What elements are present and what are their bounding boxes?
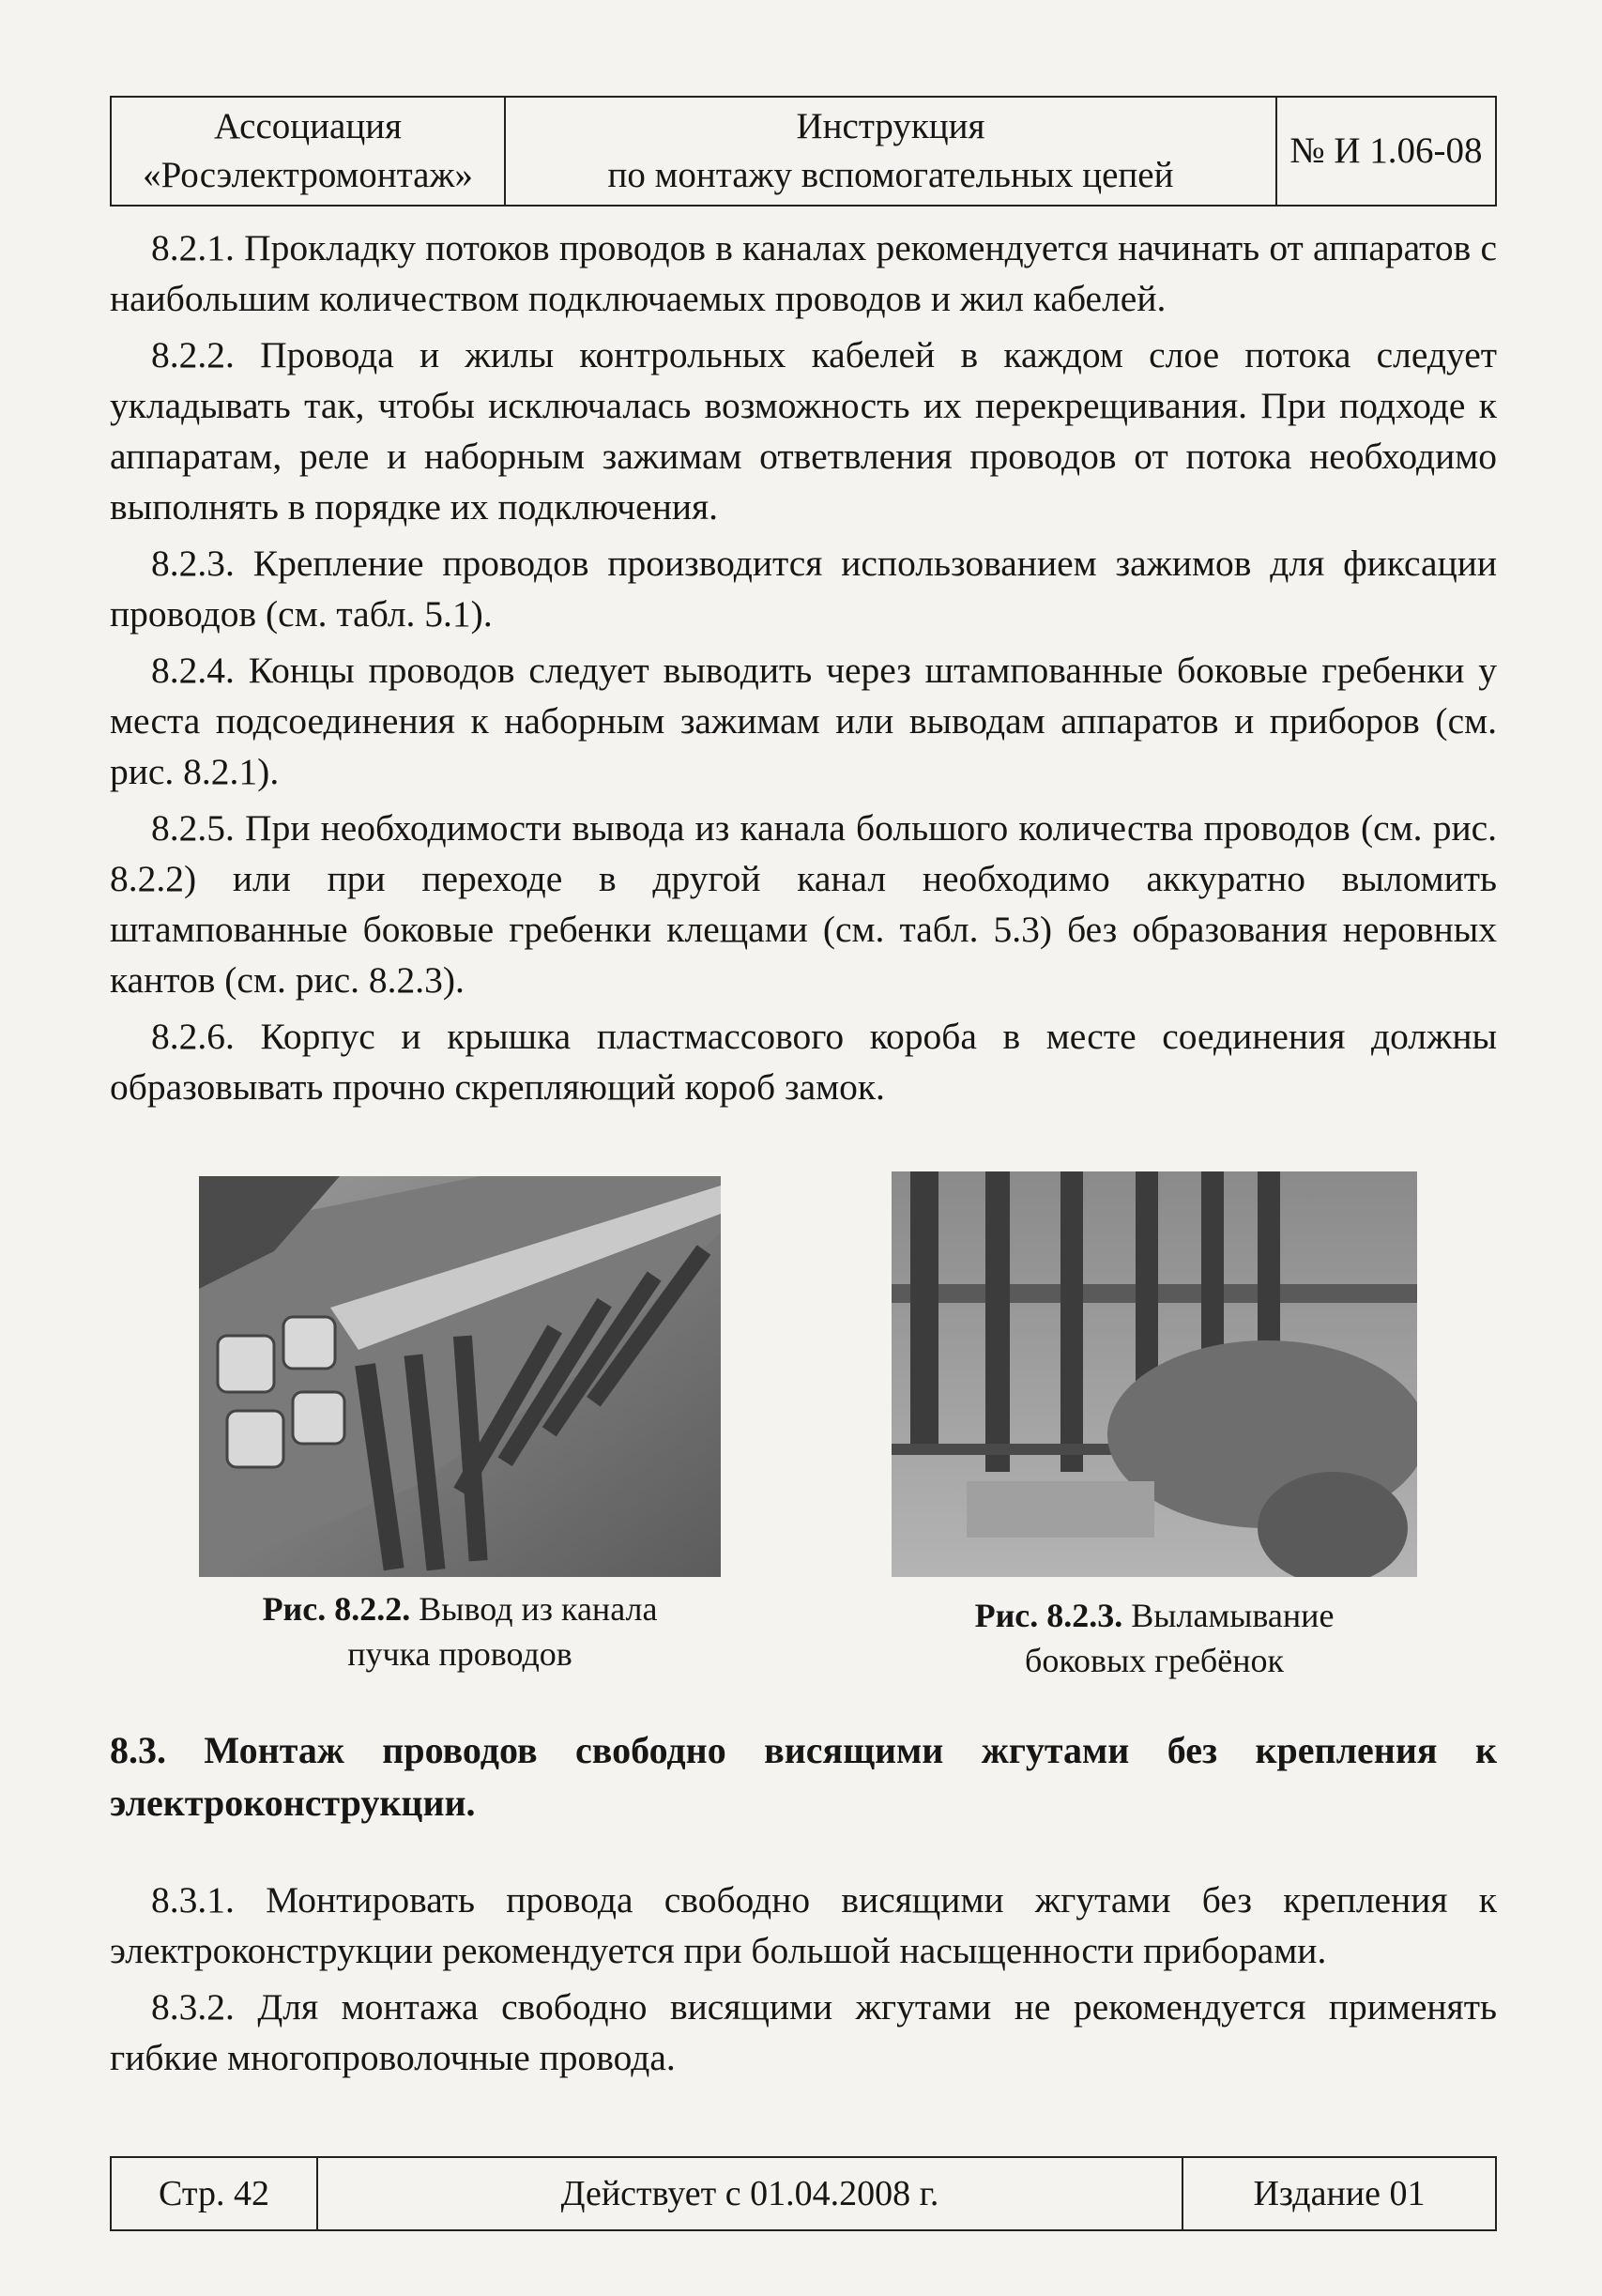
section-heading-8-3: 8.3. Монтаж проводов свободно висящими жгутами без крепления к электроконструкции. [110,1729,1497,1824]
header-organization [112,98,506,205]
figure-8-2-3-label: Рис. 8.2.3. [974,1597,1123,1634]
figure-8-2-2-caption [199,1586,721,1676]
header-org-line2: «Росэлектромонтаж» [143,155,473,195]
footer-table [110,2156,1497,2231]
footer-edition: Издание 01 [1253,2174,1426,2213]
figure-8-2-3-caption-text: Выламывание [1131,1597,1335,1634]
paragraph-8-2-4: 8.2.4. Концы проводов следует выводить через штампованные боковые гребенки у места подсоединения к наборным зажимам или выводам аппаратов и приборов (см. рис. 8.2.1). [110,650,1497,792]
header-doc-line1: Инструкция [796,106,985,146]
body-text-8-3 [110,1875,1497,2089]
header-table [110,96,1497,207]
paragraph-8-3-1: 8.3.1. Монтировать провода свободно висящими жгутами без крепления к электроконструкции рекомендуется при большой насыщенности приборами. [110,1879,1497,1971]
figure-8-2-2-label: Рис. 8.2.2. [262,1590,411,1628]
body-text [110,222,1497,1118]
paragraph-8-2-6: 8.2.6. Корпус и крышка пластмассового короба в месте соединения должны образовывать прочно скрепляющий короб замок. [110,1016,1497,1108]
paragraph-8-2-1: 8.2.1. Прокладку потоков проводов в каналах рекомендуется начинать от аппаратов с наибольшим количеством подключаемых проводов и жил кабелей. [110,227,1497,319]
paragraph-8-3-2: 8.3.2. Для монтажа свободно висящими жгутами не рекомендуется применять гибкие многопроволочные провода. [110,1986,1497,2078]
figure-8-2-3-caption-line2: боковых гребёнок [1025,1642,1284,1679]
figure-8-2-2-caption-line2: пучка проводов [347,1635,572,1673]
paragraph-8-2-5: 8.2.5. При необходимости вывода из канала большого количества проводов (см. рис. 8.2.2) или при переходе в другой канал необходимо аккуратно выломить штампованные боковые гребенки клещами (см. табл. 5.3) без образования неровных кантов (см. рис. 8.2.3). [110,807,1497,1001]
figure-8-2-2-caption-text: Вывод из канала [419,1590,658,1628]
footer-page-number: Стр. 42 [112,2158,318,2229]
header-org-line1: Ассоциация [213,106,403,146]
paragraph-8-2-3: 8.2.3. Крепление проводов производится использованием зажимов для фиксации проводов (см. табл. 5.1). [110,543,1497,635]
header-document-title [506,98,1277,205]
figure-8-2-3-caption [892,1593,1417,1683]
footer-valid-date: Действует с 01.04.2008 г. [318,2158,1183,2229]
figure-8-2-3-photo [892,1171,1417,1577]
paragraph-8-2-2: 8.2.2. Провода и жилы контрольных кабелей в каждом слое потока следует укладывать так, чтобы исключалась возможность их перекрещивания. При подходе к аппаратам, реле и наборным зажимам ответвления проводов от потока необходимо выполнять в порядке их подключения. [110,334,1497,528]
header-doc-number: № И 1.06-08 [1289,130,1483,171]
figure-8-2-2-photo [199,1176,721,1577]
header-doc-line2: по монтажу вспомогательных цепей [607,155,1174,195]
